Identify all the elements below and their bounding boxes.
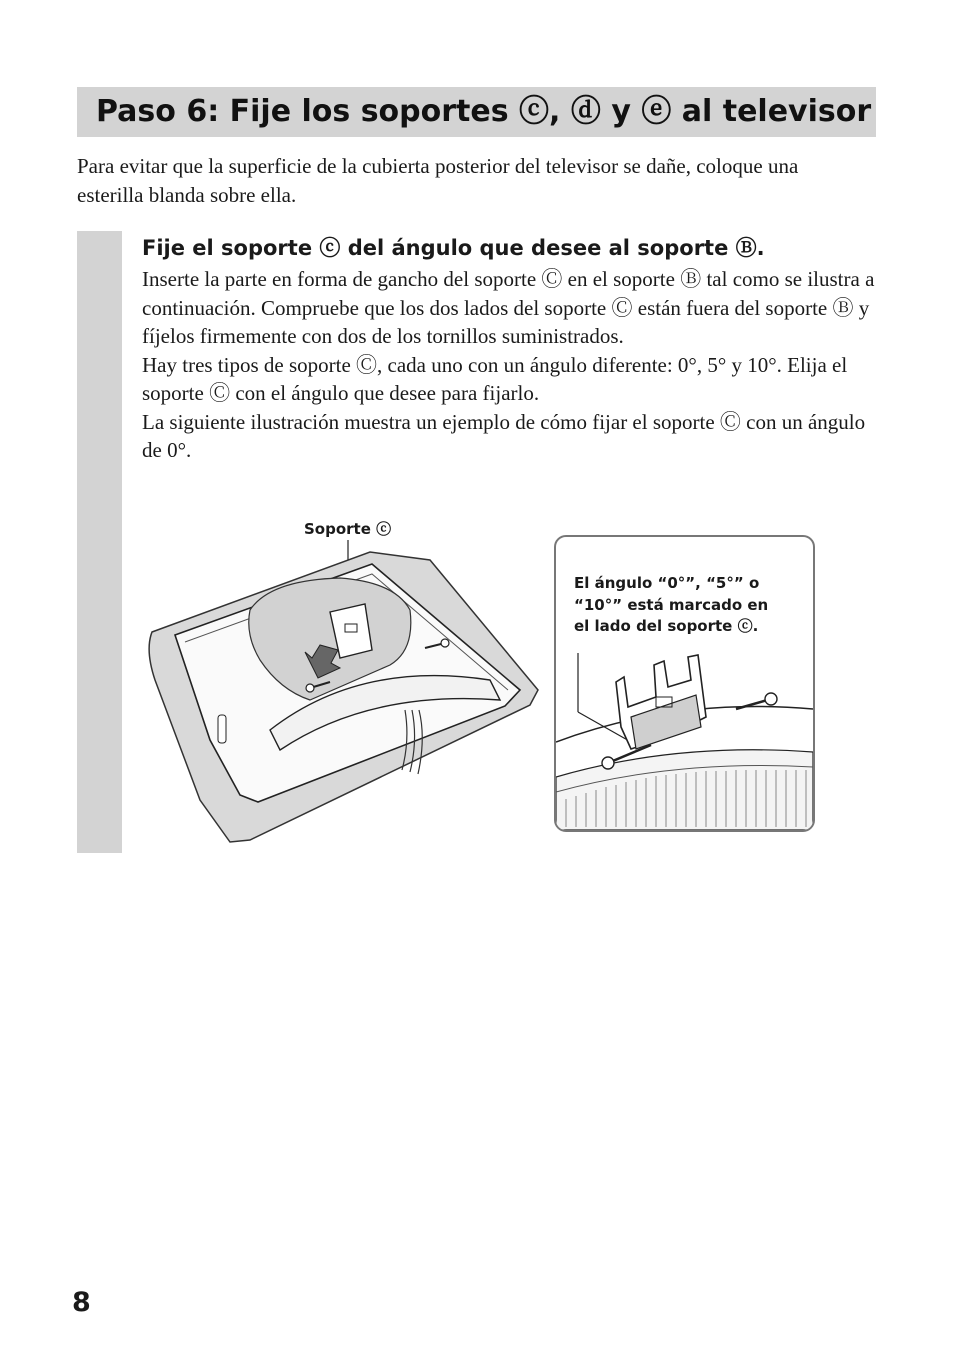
step-body [142, 265, 882, 465]
intro-text: Para evitar que la superficie de la cubierta posterior del televisor se dañe, coloque una esterilla blanda sobre ella. [77, 154, 799, 207]
step-heading: Fije el soporte ⓒ del ángulo que desee al soporte Ⓑ. [142, 236, 765, 260]
detail-inset [554, 535, 815, 832]
soporte-c-label: Soporte ⓒ [304, 520, 392, 538]
step-paragraph: Hay tres tipos de soporte Ⓒ, cada uno con un ángulo diferente: 0°, 5° y 10°. Elija el soporte Ⓒ con el ángulo que desee para fijarlo. [142, 352, 848, 405]
bracket-detail-illustration [556, 537, 813, 830]
step-paragraph: La siguiente ilustración muestra un ejemplo de cómo fijar el soporte Ⓒ con un ángulo de 0°. [142, 409, 866, 462]
tv-on-mat-illustration [140, 540, 540, 845]
title-bar [77, 87, 876, 137]
detail-note: El ángulo “0°”, “5°” o “10°” está marcado en el lado del soporte ⓒ. [574, 574, 769, 635]
step-side-bar [77, 231, 122, 853]
page-number: 8 [72, 1287, 91, 1318]
step-paragraph: Inserte la parte en forma de gancho del soporte Ⓒ en el soporte Ⓑ tal como se ilustra a continuación. Compruebe que los dos lados del soporte Ⓒ están fuera del soporte Ⓑ y fíjelos firmemente con dos de los tornillos suministrados. [142, 267, 875, 348]
page-title: Paso 6: Fije los soportes ⓒ, ⓓ y ⓔ al televisor [96, 94, 872, 129]
